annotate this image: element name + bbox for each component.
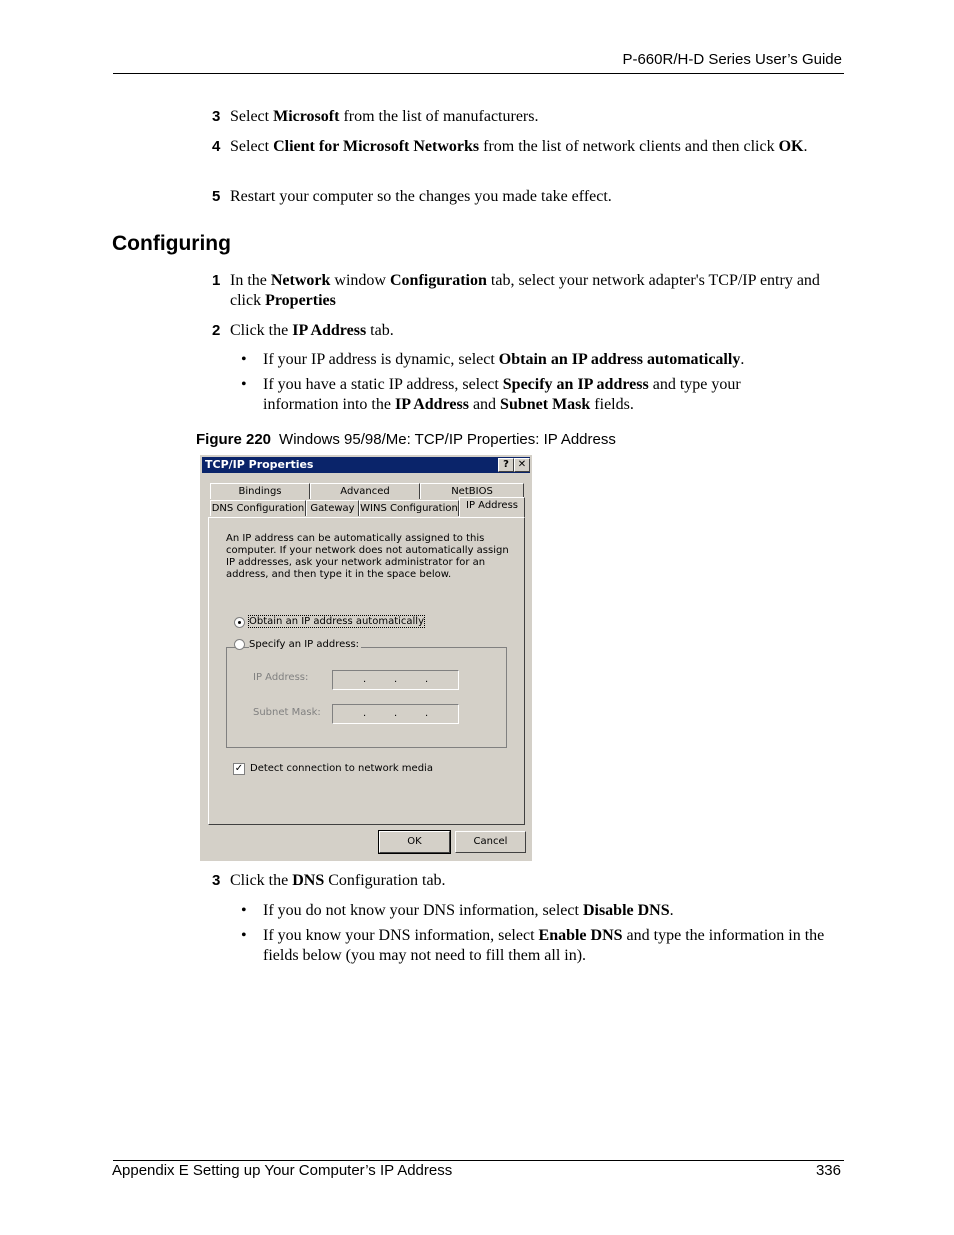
- ip-dot: .: [394, 674, 398, 685]
- step-number: 5: [212, 188, 221, 205]
- tab-ip-address[interactable]: IP Address: [459, 497, 525, 518]
- config-step-2: [212, 321, 394, 341]
- description-text: An IP address can be automatically assigned to this computer. If your network does not automatically assign IP addresses, ask your network administrator for an address, and then type it in the space below.: [226, 533, 509, 580]
- tab-gateway[interactable]: Gateway: [306, 500, 359, 516]
- step-text: Select Client for Microsoft Networks from the list of network clients and then click OK.: [230, 138, 808, 155]
- tab-wins-configuration[interactable]: WINS Configuration: [359, 500, 459, 516]
- tab-advanced[interactable]: Advanced: [310, 483, 420, 499]
- bullet-static-ip: [241, 375, 741, 413]
- config-step-1: [212, 271, 820, 309]
- ip-dot: .: [363, 674, 367, 685]
- bold-term: Microsoft: [273, 108, 340, 125]
- bold-term: Configuration: [389, 272, 487, 289]
- ip-address-field[interactable]: [332, 670, 459, 690]
- ip-dot: .: [394, 708, 398, 719]
- figure-caption: [196, 431, 616, 448]
- page-number: 336: [815, 1162, 841, 1179]
- close-icon[interactable]: ✕: [514, 458, 530, 472]
- dialog-title: TCP/IP Properties: [205, 458, 314, 471]
- bullet-dynamic-ip: [241, 350, 745, 370]
- step-4-select-client: [212, 137, 808, 157]
- tcpip-properties-dialog: [200, 455, 532, 861]
- tab-bindings[interactable]: Bindings: [210, 483, 310, 499]
- step-number: 3: [212, 108, 221, 125]
- subnet-mask-field[interactable]: [332, 704, 459, 724]
- bullet-text: If your IP address is dynamic, select Obtain an IP address automatically.: [263, 351, 745, 368]
- bold-term: IP Address: [292, 322, 367, 339]
- ip-address-groupbox: [226, 647, 507, 748]
- subnet-mask-label: Subnet Mask:: [253, 707, 321, 718]
- bullet-text: If you do not know your DNS information, select Disable DNS.: [263, 902, 674, 919]
- bold-term: DNS: [292, 872, 325, 889]
- step-text: Restart your computer so the changes you made take effect.: [230, 188, 612, 205]
- ok-button[interactable]: OK: [379, 831, 450, 853]
- step-text: Click the IP Address tab.: [230, 322, 394, 339]
- bullet-enable-dns: [241, 926, 825, 964]
- figure-caption-text: Windows 95/98/Me: TCP/IP Properties: IP Address: [279, 431, 616, 448]
- radio-obtain-auto-label[interactable]: Obtain an IP address automatically: [249, 616, 425, 627]
- ip-dot: .: [425, 674, 429, 685]
- figure-label: Figure 220: [196, 431, 272, 448]
- step-3-dns-tab: [212, 871, 446, 891]
- step-text: Select Microsoft from the list of manufacturers.: [230, 108, 539, 125]
- dialog-title-bar: [202, 457, 530, 473]
- step-3-select-microsoft: [212, 107, 539, 127]
- step-5-restart: [212, 187, 612, 207]
- step-number: 1: [212, 272, 221, 289]
- bold-term: Properties: [265, 292, 336, 309]
- section-heading: Configuring: [112, 232, 231, 255]
- ip-address-label: IP Address:: [253, 672, 309, 683]
- footer-title: Appendix E Setting up Your Computer’s IP Address: [112, 1162, 453, 1179]
- bold-term: IP Address: [394, 396, 469, 413]
- bullet-disable-dns: [241, 901, 674, 921]
- bold-term: OK: [778, 138, 804, 155]
- tab-dns-configuration[interactable]: DNS Configuration: [210, 500, 306, 516]
- bold-term: Enable DNS: [538, 927, 623, 944]
- tab-netbios[interactable]: NetBIOS: [420, 483, 524, 499]
- radio-specify-ip[interactable]: [234, 639, 245, 650]
- cancel-button[interactable]: Cancel: [455, 831, 526, 853]
- footer-rule: [113, 1160, 844, 1161]
- detect-media-label[interactable]: Detect connection to network media: [250, 763, 433, 774]
- radio-obtain-auto[interactable]: [234, 617, 245, 628]
- running-header: P-660R/H-D Series User’s Guide: [622, 51, 842, 68]
- radio-specify-ip-label[interactable]: Specify an IP address:: [249, 639, 360, 650]
- bold-term: Network: [270, 272, 331, 289]
- step-text: In the Network window Configuration tab, select your network adapter's TCP/IP entry and click Properties: [230, 272, 820, 309]
- help-button[interactable]: ?: [498, 458, 514, 472]
- step-number: 2: [212, 322, 221, 339]
- bullet-text: If you have a static IP address, select Specify an IP address and type your information into the IP Address and Subnet Mask fields.: [263, 376, 741, 413]
- bold-term: Disable DNS: [582, 902, 670, 919]
- bold-term: Specify an IP address: [502, 376, 649, 393]
- bold-term: Obtain an IP address automatically: [498, 351, 741, 368]
- detect-media-checkbox[interactable]: ✓: [234, 763, 244, 774]
- step-text: Click the DNS Configuration tab.: [230, 872, 446, 889]
- bullet-mark: •: [241, 902, 247, 919]
- ip-dot: .: [425, 708, 429, 719]
- bold-term: Subnet Mask: [500, 396, 591, 413]
- bullet-mark: •: [241, 927, 247, 944]
- bullet-text: If you know your DNS information, select Enable DNS and type the information in the fields below (you may not need to fill them all in).: [263, 927, 825, 964]
- header-rule: [113, 73, 844, 74]
- step-number: 4: [212, 138, 221, 155]
- bold-term: Client for Microsoft Networks: [273, 138, 480, 155]
- bullet-mark: •: [241, 376, 247, 393]
- step-number: 3: [212, 872, 221, 889]
- ip-dot: .: [363, 708, 367, 719]
- bullet-mark: •: [241, 351, 247, 368]
